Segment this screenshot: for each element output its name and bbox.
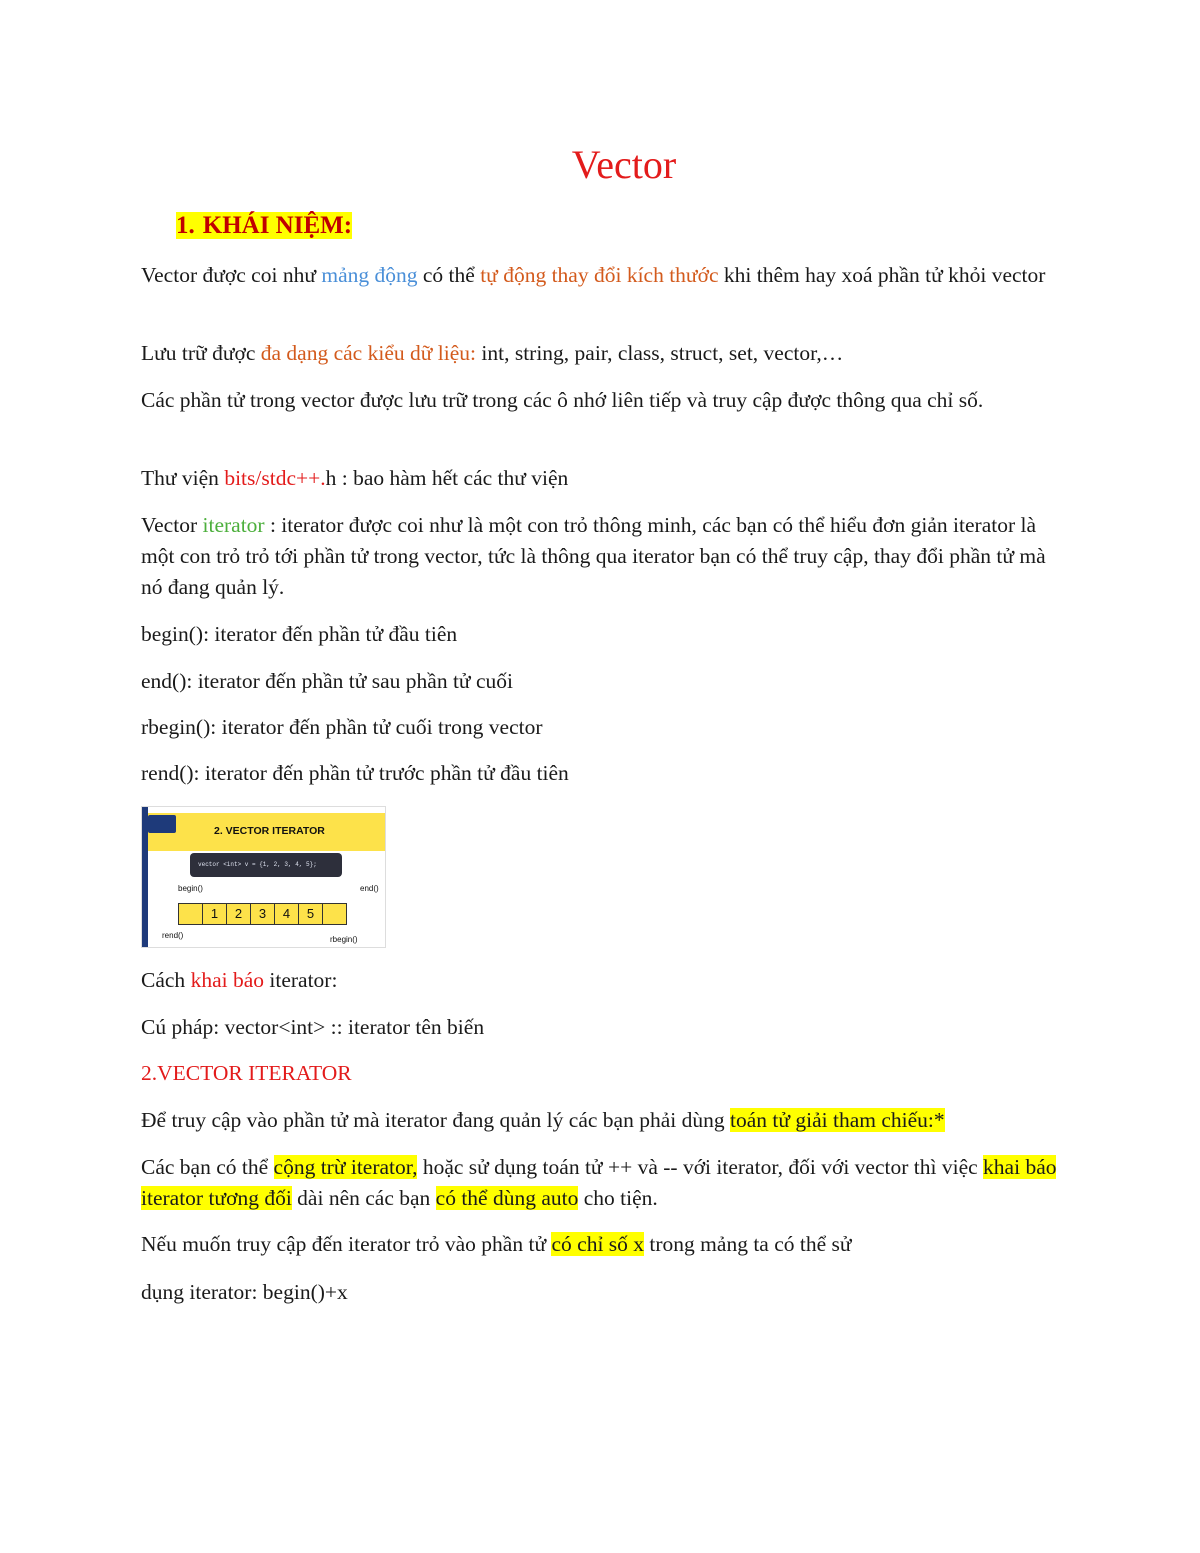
array-cell — [322, 903, 347, 925]
text-run: h : bao hàm hết các thư viện — [325, 466, 569, 490]
paragraph-data-types — [141, 338, 1061, 369]
text-run: có thể — [417, 263, 481, 287]
section-number: 1. — [176, 212, 203, 239]
text-run: Thư viện — [141, 466, 225, 490]
text-run: trong mảng ta có thể sử — [644, 1232, 852, 1256]
label-rend: rend() — [162, 931, 184, 940]
paragraph-index-access — [141, 1229, 1061, 1260]
text-run: Để truy cập vào phần tử mà iterator đang quản lý các bạn phải dùng — [141, 1108, 730, 1132]
paragraph-syntax: Cú pháp: vector<int> :: iterator tên biến — [141, 1015, 485, 1039]
method-end: end(): iterator đến phần tử sau phần tử cuối — [141, 669, 513, 693]
text-run-blue: mảng động — [321, 263, 418, 287]
text-run-green: iterator — [202, 513, 265, 537]
text-run-red: khai báo — [190, 968, 264, 992]
text-run: Nếu muốn truy cập đến iterator trỏ vào phần tử — [141, 1232, 552, 1256]
text-run: Cách — [141, 968, 191, 992]
section-heading-2: 2.VECTOR ITERATOR — [141, 1061, 352, 1085]
section-heading-1 — [176, 206, 352, 246]
illustration-banner-title: 2. VECTOR ITERATOR — [214, 825, 325, 837]
text-run: Lưu trữ được — [141, 341, 261, 365]
text-run-highlight: có chỉ số x — [551, 1232, 645, 1256]
label-end: end() — [360, 884, 379, 893]
illustration-code: vector <int> v = {1, 2, 3, 4, 5}; — [190, 853, 342, 877]
array-cell — [178, 903, 203, 925]
text-run: Vector được coi như — [141, 263, 322, 287]
text-run-orange: đa dạng các kiểu dữ liệu: — [260, 341, 476, 365]
paragraph-iterator — [141, 510, 1061, 603]
text-run-highlight: cộng trừ iterator, — [273, 1155, 418, 1179]
array-cell: 5 — [298, 903, 323, 925]
document-title: Vector — [571, 142, 677, 187]
paragraph-arithmetic — [141, 1152, 1061, 1214]
label-begin: begin() — [178, 884, 203, 893]
text-run: hoặc sử dụng toán tử ++ và -- với iterator, đối với vector thì việc — [417, 1155, 984, 1179]
paragraph-library — [141, 463, 1061, 494]
method-rend: rend(): iterator đến phần tử trước phần tử đầu tiên — [141, 761, 569, 785]
text-run: : iterator được coi như là một con trỏ thông minh, các bạn có thể hiểu đơn giản iterator là một con trỏ trỏ tới phần tử trong vector, tức là thông qua iterator bạn có thể truy cập, thay đổi phần tử mà nó đang quản lý. — [141, 513, 1046, 599]
text-run: Các bạn có thể — [141, 1155, 274, 1179]
paragraph-dereference — [141, 1105, 1061, 1136]
text-run: cho tiện. — [578, 1186, 658, 1210]
array-cell: 4 — [274, 903, 299, 925]
text-run-highlight: có thể dùng auto — [435, 1186, 579, 1210]
text-run-orange: tự động thay đổi kích thước — [480, 263, 719, 287]
text-run: iterator: — [264, 968, 338, 992]
paragraph-declaration — [141, 965, 1061, 996]
vector-iterator-illustration — [141, 806, 386, 948]
array-cell: 1 — [202, 903, 227, 925]
paragraph-definition — [141, 260, 1061, 291]
array-cells — [178, 903, 346, 925]
paragraph-begin-plus-x: dụng iterator: begin()+x — [141, 1280, 348, 1304]
text-run: dài nên các bạn — [291, 1186, 436, 1210]
section-label: KHÁI NIỆM: — [202, 212, 353, 239]
text-run: Vector — [141, 513, 203, 537]
method-begin: begin(): iterator đến phần tử đầu tiên — [141, 622, 458, 646]
text-run-highlight: khai báo iterator tương đối — [141, 1155, 1057, 1210]
paragraph-contiguous-memory: Các phần tử trong vector được lưu trữ trong các ô nhớ liên tiếp và truy cập được thông qua chỉ số. — [141, 388, 984, 412]
text-run-highlight: toán tử giải tham chiếu:* — [729, 1108, 945, 1132]
array-cell: 3 — [250, 903, 275, 925]
logo-icon — [148, 815, 176, 833]
text-run: int, string, pair, class, struct, set, vector,… — [476, 341, 844, 365]
text-run: khi thêm hay xoá phần tử khỏi vector — [718, 263, 1046, 287]
text-run-red: bits/stdc++. — [224, 466, 326, 490]
array-cell: 2 — [226, 903, 251, 925]
label-rbegin: rbegin() — [330, 935, 358, 944]
method-rbegin: rbegin(): iterator đến phần tử cuối trong vector — [141, 715, 543, 739]
